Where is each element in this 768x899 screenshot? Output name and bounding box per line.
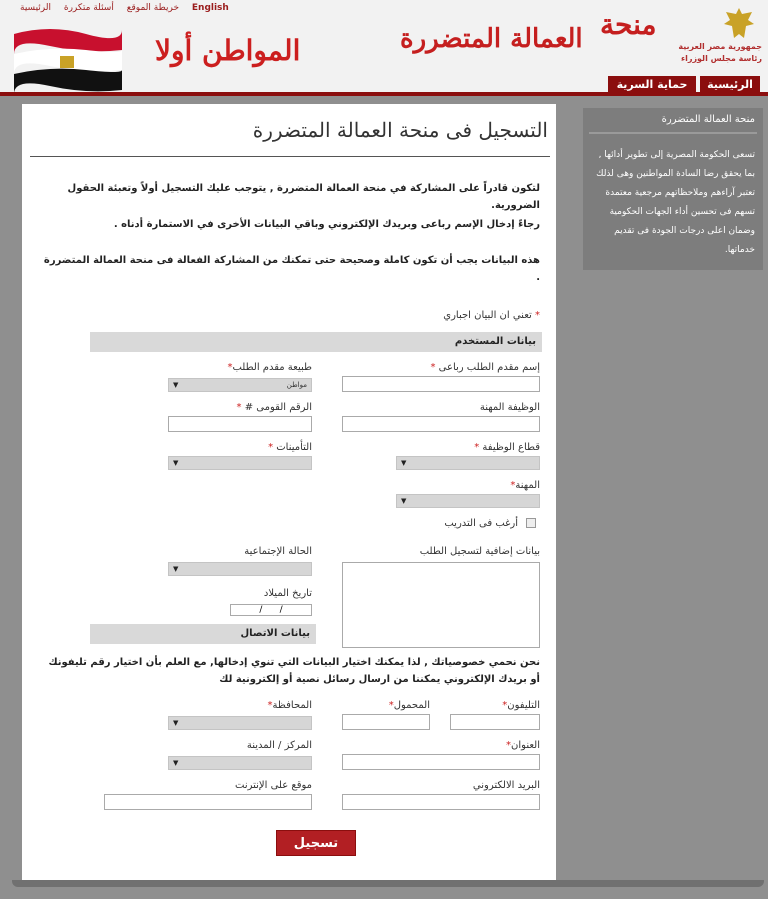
- insurance-select[interactable]: ▼: [168, 456, 312, 470]
- tab-privacy[interactable]: حماية السرية: [608, 76, 696, 94]
- tab-home[interactable]: الرئيسية: [700, 76, 760, 94]
- eagle-emblem-icon: [722, 6, 756, 42]
- birthdate-input[interactable]: / /: [230, 604, 312, 616]
- required-note: * تعني ان البيان اجباري: [443, 310, 540, 321]
- sitemap-link[interactable]: خريطة الموقع: [126, 3, 180, 13]
- gov-name-line1: جمهورية مصر العربية: [678, 42, 762, 51]
- sidebar-panel: [583, 108, 763, 270]
- contact-section-header: بيانات الاتصال: [90, 624, 316, 644]
- faq-link[interactable]: أسئلة متكررة: [63, 3, 114, 13]
- gov-name-line2: رئاسة مجلس الوزراء: [681, 54, 762, 63]
- sidebar-divider: [589, 132, 757, 134]
- email-input[interactable]: [342, 794, 540, 810]
- website-label: موقع على الإنترنت: [235, 780, 312, 791]
- home-link[interactable]: الرئيسية: [20, 3, 51, 13]
- header-slogan: المواطن أولا: [155, 34, 301, 67]
- registration-form: [22, 104, 556, 880]
- egypt-flag-icon: [10, 24, 126, 94]
- national-id-input[interactable]: [168, 416, 312, 432]
- english-link[interactable]: English: [191, 3, 229, 13]
- national-id-label: الرقم القومى # *: [236, 402, 312, 413]
- submit-button[interactable]: تسجيل: [276, 830, 356, 856]
- governorate-label: المحافظة*: [267, 700, 312, 711]
- profession-select[interactable]: ▼: [396, 494, 540, 508]
- sidebar-text: تسعى الحكومة المصرية إلى تطوير أدائها , بما يحقق رضا السادة المواطنين وهى لذلك تعتبر آراءهم وملاحظاتهم مرجعية معتمدة تسهم فى تحسين أداء الجهات الحكومية وضمان اعلى درجات الجودة فى تقديم خدماتها.: [596, 150, 755, 255]
- job-input[interactable]: [342, 416, 540, 432]
- privacy-text: نحن نحمي خصوصياتك , لذا يمكنك اختيار البيانات التي تنوي إدخالها, مع العلم بأن اختيار رقم تليفونك أو بريدك الإلكتروني يمكننا من ارسال رسائل نصية أو إلكترونية لك: [48, 657, 540, 685]
- marital-status-label: الحالة الإجتماعية: [244, 546, 312, 557]
- page-title: التسجيل فى منحة العمالة المتضررة: [252, 118, 548, 142]
- address-input[interactable]: [342, 754, 540, 770]
- website-input[interactable]: [104, 794, 312, 810]
- sidebar-title: منحة العمالة المتضررة: [661, 114, 755, 125]
- header-bar: [0, 92, 768, 96]
- intro-paragraph-1: لتكون قادراً على المشاركة في منحة العمالة المتضررة , يتوجب عليك التسجيل أولاً وتعبئة الحقول الضرورية.: [67, 183, 540, 211]
- training-label: أرغب فى التدريب: [444, 518, 518, 529]
- name-label: إسم مقدم الطلب رباعى *: [430, 362, 540, 373]
- city-select[interactable]: ▼: [168, 756, 312, 770]
- extra-info-textarea[interactable]: [342, 562, 540, 648]
- top-nav: [20, 3, 239, 13]
- phone-label: التليفون*: [502, 700, 540, 711]
- address-label: العنوان*: [506, 740, 540, 751]
- email-label: البريد الالكتروني: [472, 780, 540, 791]
- mobile-label: المحمول*: [388, 700, 430, 711]
- marital-status-select[interactable]: ▼: [168, 562, 312, 576]
- phone-input[interactable]: [450, 714, 540, 730]
- sector-select[interactable]: ▼: [396, 456, 540, 470]
- title-divider: [30, 156, 550, 157]
- intro-paragraph-3: هذه البيانات يجب أن تكون كاملة وصحيحة حتى تمكنك من المشاركة الفعالة فى منحة العمالة المتضررة .: [43, 255, 540, 283]
- user-section-header: بيانات المستخدم: [90, 332, 542, 352]
- name-input[interactable]: [342, 376, 540, 392]
- header: [0, 0, 768, 96]
- sector-label: قطاع الوظيفة *: [474, 442, 540, 453]
- insurance-label: التأمينات *: [268, 442, 312, 453]
- birthdate-label: تاريخ الميلاد: [263, 588, 312, 599]
- applicant-type-label: طبيعة مقدم الطلب*: [227, 362, 312, 373]
- city-label: المركز / المدينة: [246, 740, 312, 751]
- header-title-word: منحة: [600, 8, 657, 41]
- extra-info-label: بيانات إضافية لتسجيل الطلب: [419, 546, 540, 557]
- profession-label: المهنة*: [510, 480, 540, 491]
- mobile-input[interactable]: [342, 714, 430, 730]
- intro-paragraph-2: رجاءً إدخال الإسم رباعى وبريدك الإلكتروني وباقي البيانات الأخرى في الاستمارة أدناه .: [113, 219, 540, 230]
- job-label: الوظيفة المهنة: [479, 402, 540, 413]
- applicant-type-select[interactable]: ▼ مواطن: [168, 378, 312, 392]
- header-title: العمالة المتضررة: [400, 24, 583, 54]
- governorate-select[interactable]: ▼: [168, 716, 312, 730]
- training-checkbox[interactable]: [526, 518, 536, 528]
- required-mark: *: [535, 310, 540, 321]
- bottom-bar: [12, 880, 764, 887]
